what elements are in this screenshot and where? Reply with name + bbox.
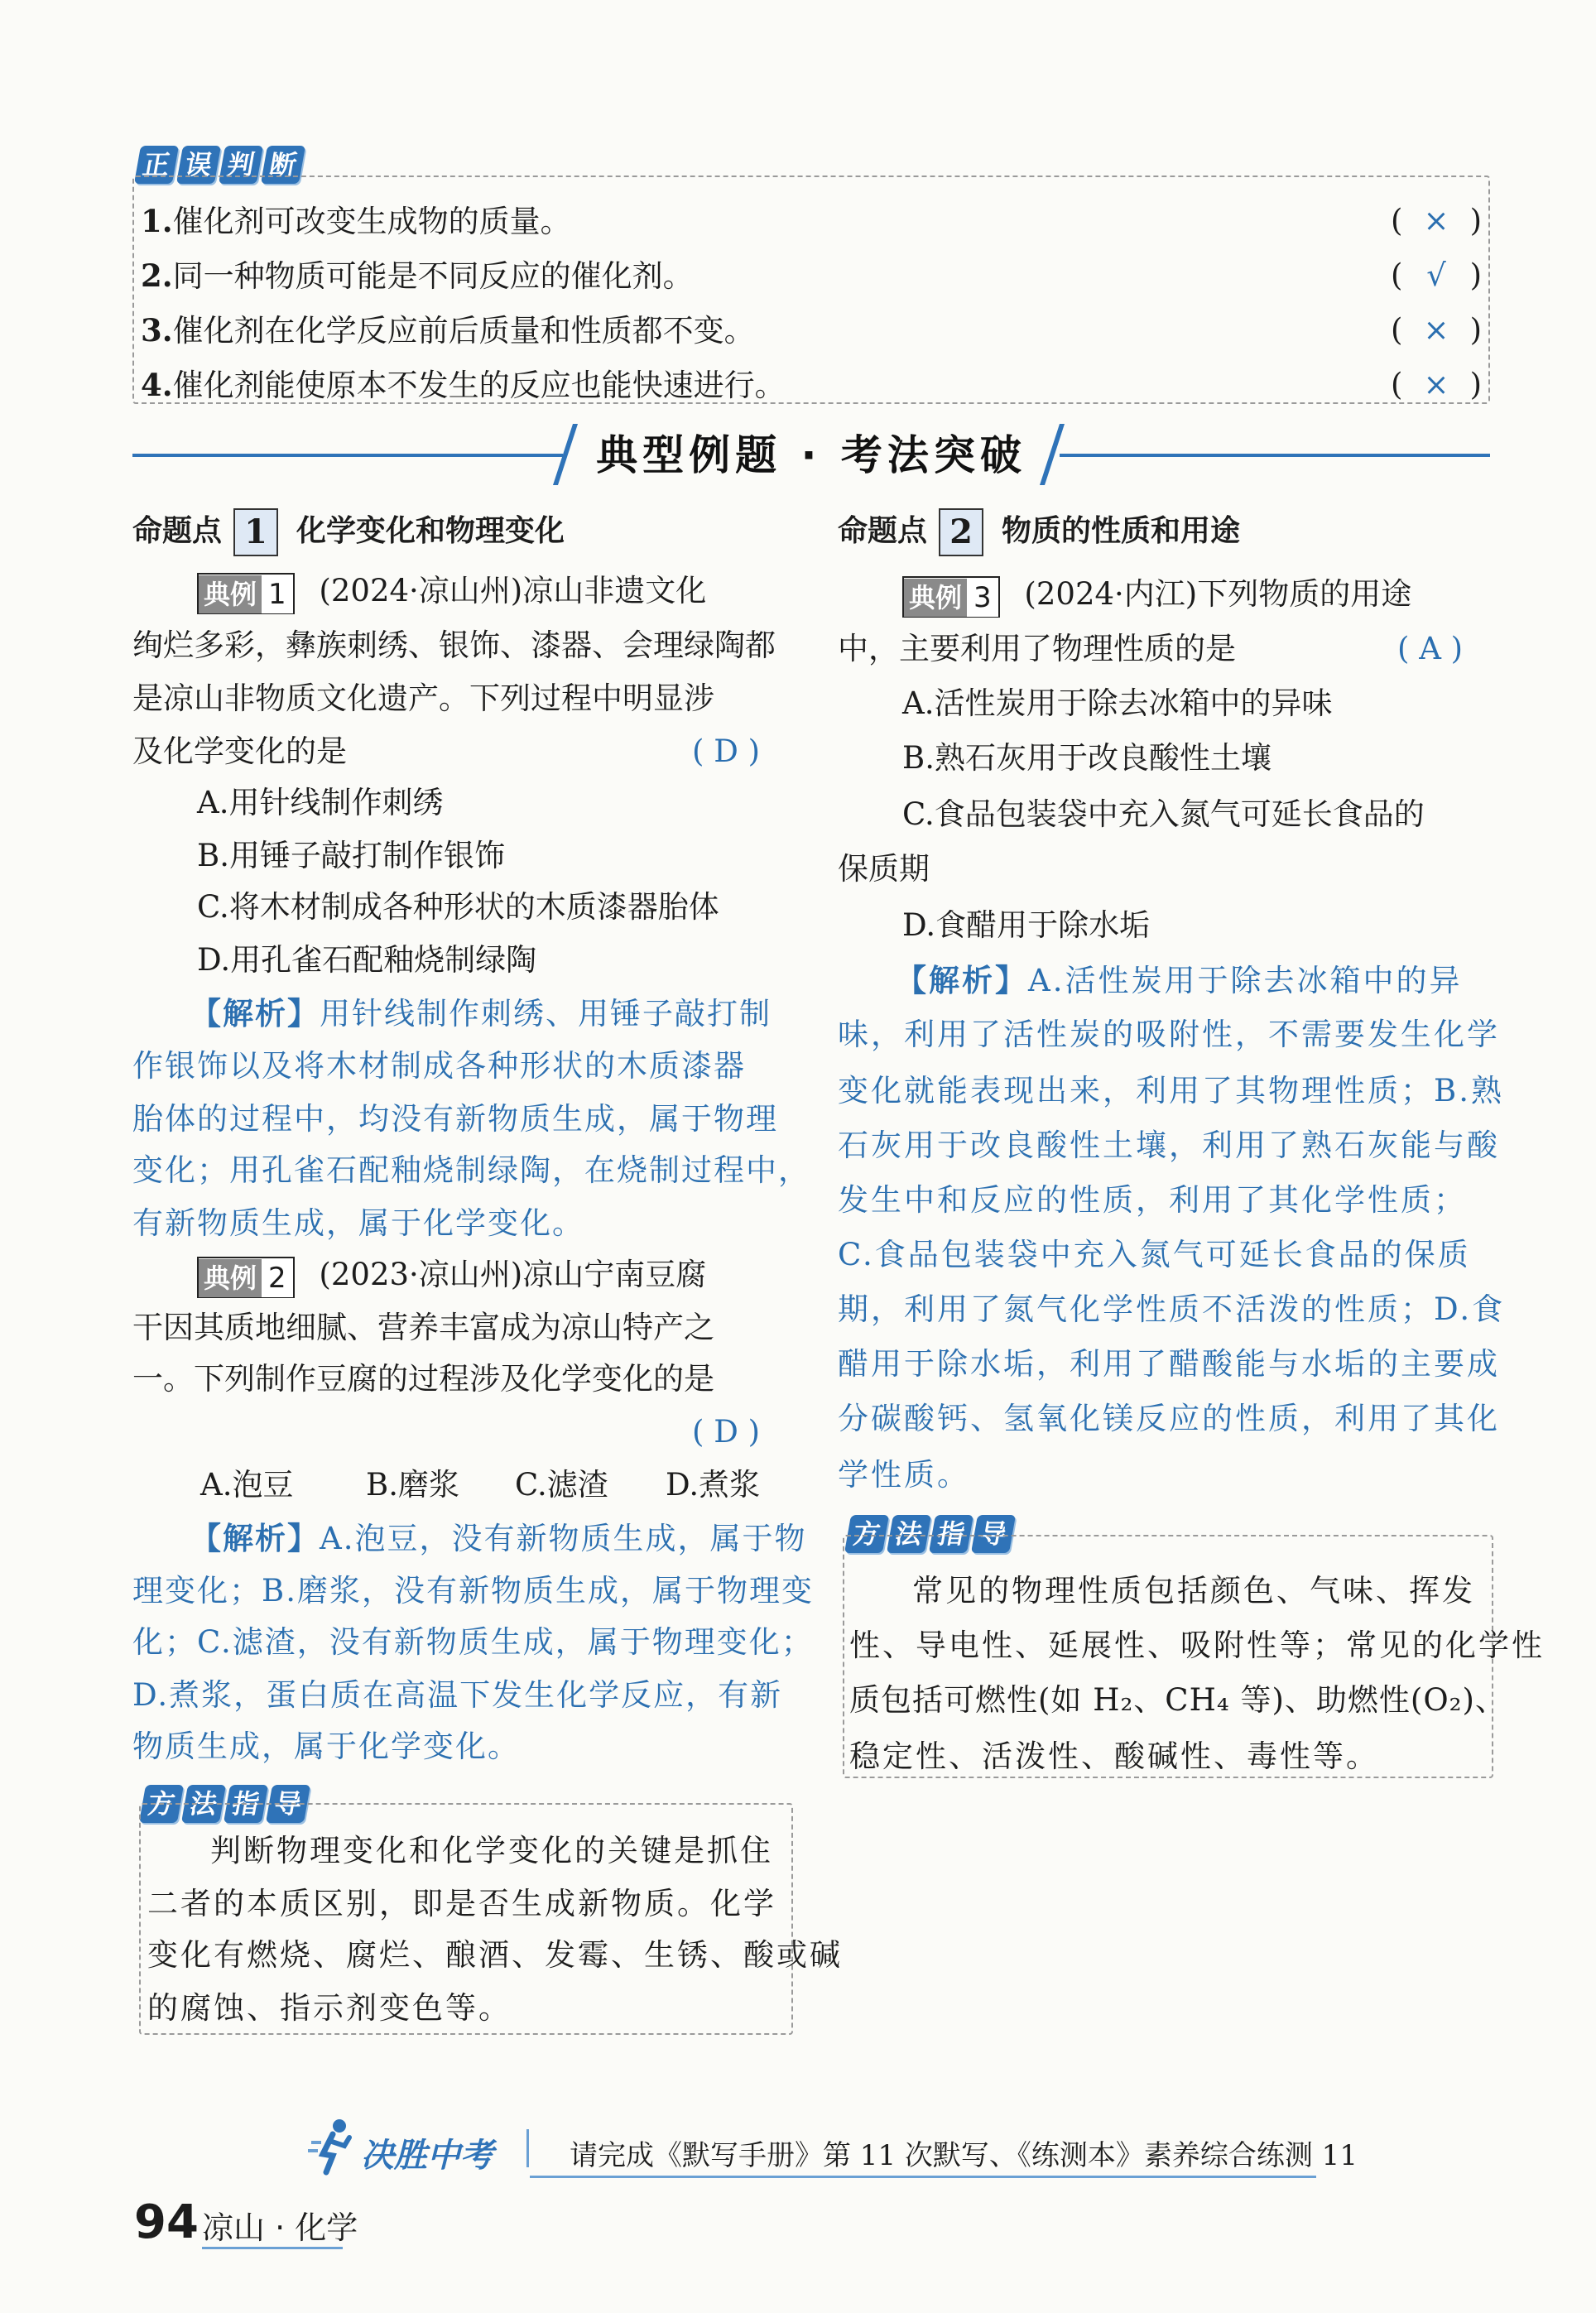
method-text: 二者的本质区别，即是否生成新物质。化学 bbox=[147, 1886, 776, 1921]
point-title: 化学变化和物理变化 bbox=[296, 514, 565, 548]
method-tag-char: 导 bbox=[971, 1515, 1016, 1553]
analysis-label: 【解析】 bbox=[896, 962, 1028, 998]
method-tag-char: 导 bbox=[266, 1785, 310, 1823]
option: B.熟石灰用于改良酸性土壤 bbox=[902, 740, 1272, 776]
subtitle-underline bbox=[202, 2247, 343, 2249]
method-text: 质包括可燃性(如 H₂、CH₄ 等)、助燃性(O₂)、 bbox=[849, 1682, 1507, 1718]
example-answer: ( A ) bbox=[1397, 631, 1464, 666]
method-text: 判断物理变化和化学变化的关键是抓住 bbox=[210, 1833, 773, 1868]
paren: ) bbox=[1469, 257, 1482, 293]
paren: ( bbox=[1391, 312, 1403, 348]
judge-tag-char: 正 bbox=[134, 146, 179, 184]
judge-item bbox=[141, 303, 1482, 358]
method-text: 的腐蚀、指示剂变色等。 bbox=[147, 1990, 512, 2026]
wrong-mark: × bbox=[1423, 367, 1449, 402]
option: 保质期 bbox=[838, 851, 930, 887]
point-number: 2 bbox=[939, 508, 983, 556]
method-tag-char: 指 bbox=[929, 1515, 973, 1553]
example-tag-label: 典例 bbox=[199, 1259, 262, 1297]
analysis-text: 胎体的过程中，均没有新物质生成，属于物理 bbox=[132, 1101, 778, 1137]
example-text: (2023·凉山州)凉山宁南豆腐 bbox=[319, 1257, 707, 1292]
judge-item-num: 3. bbox=[141, 312, 173, 349]
footer-note: 请完成《默写手册》第 11 次默写、《练测本》素养综合练测 11 bbox=[570, 2139, 1358, 2172]
example-tag-label: 典例 bbox=[199, 575, 262, 613]
method-text: 性、导电性、延展性、吸附性等；常见的化学性 bbox=[849, 1628, 1545, 1663]
wrong-mark: × bbox=[1423, 312, 1449, 348]
analysis-text: 化；C.滤渣，没有新物质生成，属于物理变化； bbox=[132, 1624, 814, 1660]
judge-item-num: 4. bbox=[141, 367, 173, 403]
option: C.滤渣 bbox=[515, 1467, 608, 1503]
point-label: 命题点 bbox=[132, 514, 223, 548]
option: D.食醋用于除水垢 bbox=[902, 907, 1151, 943]
judge-item-text: 同一种物质可能是不同反应的催化剂。 bbox=[172, 258, 694, 294]
example-1-line bbox=[197, 565, 706, 618]
method-tag-char: 方 bbox=[844, 1515, 889, 1553]
judge-item-num: 2. bbox=[141, 257, 173, 294]
option: A.用针线制作刺绣 bbox=[197, 785, 444, 820]
analysis-text: 变化就能表现出来，利用了其物理性质；B.熟 bbox=[838, 1073, 1504, 1108]
point-title: 物质的性质和用途 bbox=[1002, 514, 1241, 548]
judge-list bbox=[141, 194, 1482, 412]
option: A.活性炭用于除去冰箱中的异味 bbox=[902, 685, 1333, 721]
example-text: 及化学变化的是 bbox=[132, 733, 347, 769]
example-tag-num: 1 bbox=[262, 575, 293, 613]
analysis-line bbox=[896, 954, 1462, 1007]
example-text: (2024·凉山州)凉山非遗文化 bbox=[319, 573, 707, 608]
section-title: 典型例题 · 考法突破 bbox=[596, 431, 1026, 479]
analysis-text: 变化；用孔雀石配釉烧制绿陶，在烧制过程中， bbox=[132, 1152, 810, 1188]
example-answer: ( D ) bbox=[692, 1414, 761, 1450]
example-tag bbox=[902, 576, 1000, 618]
analysis-text: 期，利用了氮气化学性质不活泼的性质；D.食 bbox=[838, 1291, 1506, 1327]
analysis-text: 学性质。 bbox=[838, 1457, 970, 1493]
example-answer: ( D ) bbox=[692, 733, 761, 769]
method-text: 常见的物理性质包括颜色、气味、挥发 bbox=[912, 1573, 1475, 1609]
analysis-text: 用针线制作刺绣、用锤子敲打制 bbox=[320, 996, 772, 1031]
section-rule-left bbox=[132, 454, 563, 457]
paren: ( bbox=[1391, 367, 1403, 402]
method-tag-char: 法 bbox=[181, 1785, 226, 1823]
example-text: 干因其质地细腻、营养丰富成为凉山特产之 bbox=[132, 1310, 714, 1345]
method-tag-char: 法 bbox=[887, 1515, 931, 1553]
analysis-text: 发生中和反应的性质，利用了其化学性质； bbox=[838, 1182, 1467, 1218]
analysis-text: A.泡豆，没有新物质生成，属于物 bbox=[320, 1521, 807, 1556]
method-text: 变化有燃烧、腐烂、酿酒、发霉、生锈、酸或碱 bbox=[147, 1937, 843, 1973]
analysis-line bbox=[190, 987, 772, 1041]
example-tag-num: 2 bbox=[262, 1259, 293, 1297]
judge-item-text: 催化剂可改变生成物的质量。 bbox=[172, 204, 571, 239]
paren: ) bbox=[1469, 367, 1482, 402]
point-number: 1 bbox=[233, 508, 278, 556]
method-tag-char: 指 bbox=[224, 1785, 268, 1823]
analysis-text: 作银饰以及将木材制成各种形状的木质漆器 bbox=[132, 1048, 746, 1084]
paren: ) bbox=[1469, 203, 1482, 238]
option: D.用孔雀石配釉烧制绿陶 bbox=[197, 942, 537, 978]
example-tag bbox=[197, 1257, 295, 1298]
judge-tag-char: 误 bbox=[176, 146, 221, 184]
judge-item-text: 催化剂能使原本不发生的反应也能快速进行。 bbox=[172, 368, 786, 403]
method-tag-char: 方 bbox=[139, 1785, 184, 1823]
analysis-text: 有新物质生成，属于化学变化。 bbox=[132, 1205, 584, 1241]
point-heading bbox=[838, 505, 1240, 558]
analysis-text: 分碳酸钙、氢氧化镁反应的性质，利用了其化 bbox=[838, 1401, 1500, 1436]
runner-icon bbox=[308, 2118, 358, 2176]
analysis-text: D.煮浆，蛋白质在高温下发生化学反应，有新 bbox=[132, 1677, 783, 1713]
judge-item bbox=[141, 248, 1482, 303]
analysis-text: 石灰用于改良酸性土壤，利用了熟石灰能与酸 bbox=[838, 1128, 1500, 1163]
analysis-text: 醋用于除水垢，利用了醋酸能与水垢的主要成 bbox=[838, 1346, 1500, 1382]
analysis-line bbox=[190, 1512, 806, 1565]
paren: ) bbox=[1469, 312, 1482, 348]
point-label: 命题点 bbox=[838, 514, 928, 548]
analysis-label: 【解析】 bbox=[190, 995, 320, 1031]
wrong-mark: × bbox=[1423, 203, 1449, 238]
example-text: 绚烂多彩，彝族刺绣、银饰、漆器、会理绿陶都 bbox=[132, 628, 776, 663]
analysis-text: A.活性炭用于除去冰箱中的异 bbox=[1028, 963, 1463, 998]
judge-tag-char: 判 bbox=[219, 146, 263, 184]
check-mark: √ bbox=[1426, 257, 1446, 293]
example-3-line bbox=[902, 568, 1411, 621]
option: C.将木材制成各种形状的木质漆器胎体 bbox=[197, 889, 719, 925]
judge-item-num: 1. bbox=[141, 203, 173, 239]
option: D.煮浆 bbox=[666, 1467, 761, 1503]
footer-rule bbox=[530, 2176, 1316, 2178]
judge-item bbox=[141, 358, 1482, 412]
option: C.食品包装袋中充入氮气可延长食品的 bbox=[902, 796, 1425, 832]
judge-tag-char: 断 bbox=[261, 146, 305, 184]
paren: ( bbox=[1391, 203, 1403, 238]
example-text: 是凉山非物质文化遗产。下列过程中明显涉 bbox=[132, 680, 714, 716]
analysis-text: 物质生成，属于化学变化。 bbox=[132, 1729, 520, 1764]
point-heading bbox=[132, 505, 565, 558]
example-text: 中，主要利用了物理性质的是 bbox=[838, 631, 1236, 666]
brand-divider bbox=[526, 2129, 529, 2167]
judge-item-text: 催化剂在化学反应前后质量和性质都不变。 bbox=[172, 313, 755, 349]
option: B.用锤子敲打制作银饰 bbox=[197, 838, 505, 873]
section-rule-right bbox=[1060, 454, 1490, 457]
page-number: 94 bbox=[134, 2195, 199, 2249]
example-tag-label: 典例 bbox=[904, 579, 967, 617]
judge-item bbox=[141, 194, 1482, 248]
method-text: 稳定性、活泼性、酸碱性、毒性等。 bbox=[849, 1738, 1379, 1774]
example-tag-num: 3 bbox=[967, 579, 998, 617]
analysis-text: 理变化；B.磨浆，没有新物质生成，属于物理变 bbox=[132, 1573, 814, 1609]
page-subtitle: 凉山 · 化学 bbox=[202, 2210, 358, 2246]
example-tag bbox=[197, 573, 295, 614]
analysis-text: C.食品包装袋中充入氮气可延长食品的保质 bbox=[838, 1237, 1471, 1272]
example-2-line bbox=[197, 1248, 706, 1301]
example-text: (2024·内江)下列物质的用途 bbox=[1024, 576, 1412, 612]
brand-text: 决胜中考 bbox=[361, 2137, 493, 2175]
analysis-text: 味，利用了活性炭的吸附性，不需要发生化学 bbox=[838, 1017, 1500, 1052]
option: B.磨浆 bbox=[366, 1467, 459, 1503]
analysis-label: 【解析】 bbox=[190, 1520, 320, 1556]
paren: ( bbox=[1391, 257, 1403, 293]
example-text: 一。下列制作豆腐的过程涉及化学变化的是 bbox=[132, 1361, 714, 1397]
option: A.泡豆 bbox=[200, 1467, 294, 1503]
